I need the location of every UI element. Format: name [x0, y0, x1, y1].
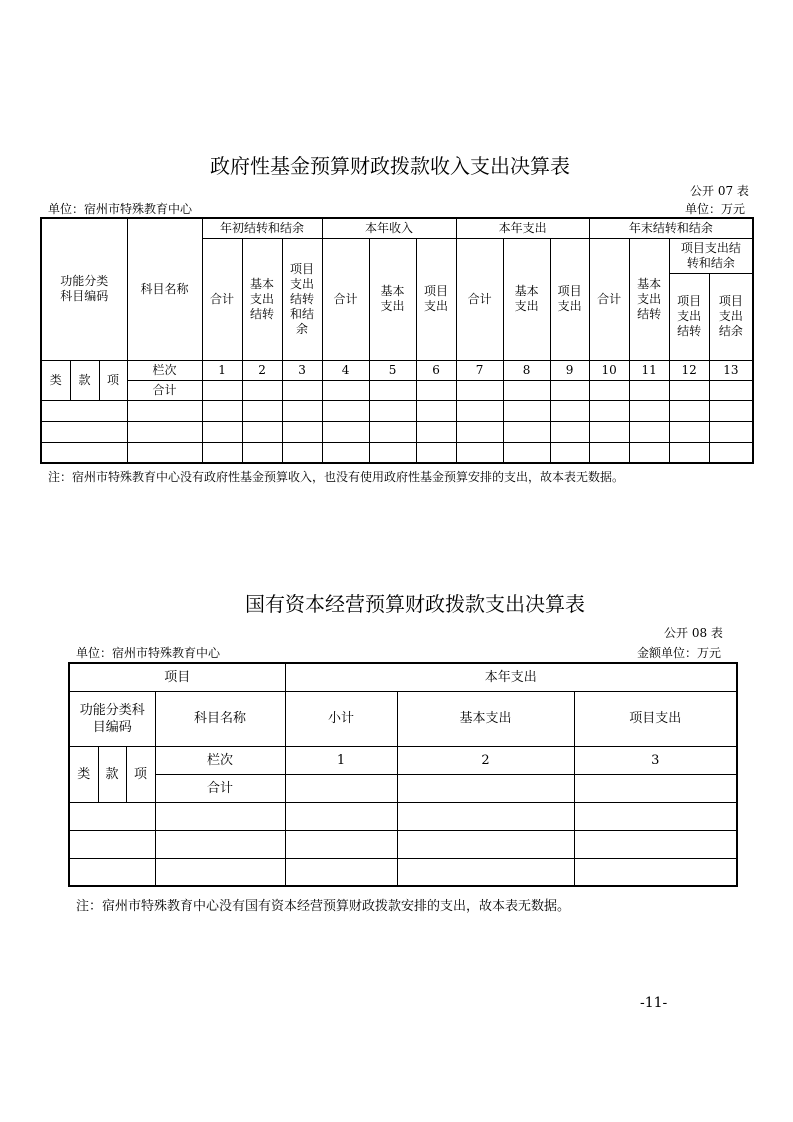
table1: [40, 217, 754, 464]
col-number: 3: [574, 746, 737, 774]
begin-total-header: 合计: [202, 238, 242, 360]
page-number: -11-: [640, 995, 668, 1011]
kuan-header: 款: [98, 746, 126, 802]
col-number: 11: [629, 360, 669, 380]
table-row: [69, 858, 737, 886]
begin-project-carry-header: 项目 支出 结转 和结 余: [282, 238, 322, 360]
table-row: [69, 802, 737, 830]
lei-header: 类: [69, 746, 98, 802]
col-number: 5: [369, 360, 416, 380]
total-row-label: 合计: [127, 380, 202, 400]
func-code-header: 功能分类科 目编码: [69, 691, 155, 746]
col-number: 7: [456, 360, 503, 380]
table2: [68, 662, 738, 887]
income-project-header: 项目 支出: [416, 238, 456, 360]
col-number: 2: [242, 360, 282, 380]
table-row: [41, 400, 753, 421]
expense-header: 本年支出: [456, 218, 589, 238]
income-total-header: 合计: [322, 238, 369, 360]
expense-total-header: 合计: [456, 238, 503, 360]
table1-unit-left: 单位：宿州市特殊教育中心: [48, 202, 193, 216]
table-row: [41, 442, 753, 463]
lanci-label: 栏次: [155, 746, 285, 774]
col-number: 2: [397, 746, 574, 774]
table1-title: 政府性基金预算财政拨款收入支出决算表: [210, 154, 570, 178]
table2-form-number: 公开 08 表: [664, 626, 723, 640]
subtotal-header: 小计: [285, 691, 397, 746]
col-number: 13: [709, 360, 753, 380]
xiang-header: 项: [126, 746, 155, 802]
table2-unit-left: 单位：宿州市特殊教育中心: [76, 646, 221, 660]
subject-name-header: 科目名称: [127, 218, 202, 360]
table2-title: 国有资本经营预算财政拨款支出决算表: [245, 592, 585, 616]
expense-project-header: 项目 支出: [550, 238, 589, 360]
end-total-header: 合计: [589, 238, 629, 360]
xiang-header: 项: [99, 360, 127, 400]
table2-unit-right: 金额单位：万元: [637, 646, 722, 660]
table-row: [69, 830, 737, 858]
table1-form-number: 公开 07 表: [690, 184, 749, 198]
col-number: 4: [322, 360, 369, 380]
table1-note: 注：宿州市特殊教育中心没有政府性基金预算收入，也没有使用政府性基金预算安排的支出，故本表无数据。: [48, 470, 625, 484]
table1-unit-right: 单位：万元: [685, 202, 746, 216]
kuan-header: 款: [70, 360, 99, 400]
col-number: 8: [503, 360, 550, 380]
project-expense-header: 项目支出: [574, 691, 737, 746]
income-basic-header: 基本 支出: [369, 238, 416, 360]
end-balance-header: 年末结转和结余: [589, 218, 753, 238]
lanci-label: 栏次: [127, 360, 202, 380]
end-project-balance-header: 项目 支出 结余: [709, 273, 753, 360]
table-row: [41, 421, 753, 442]
subject-name-header: 科目名称: [155, 691, 285, 746]
begin-basic-carry-header: 基本 支出 结转: [242, 238, 282, 360]
basic-expense-header: 基本支出: [397, 691, 574, 746]
col-number: 9: [550, 360, 589, 380]
col-number: 1: [285, 746, 397, 774]
func-code-header: 功能分类 科目编码: [41, 218, 127, 360]
col-number: 6: [416, 360, 456, 380]
begin-balance-header: 年初结转和结余: [202, 218, 322, 238]
col-number: 1: [202, 360, 242, 380]
table2-note: 注：宿州市特殊教育中心没有国有资本经营预算财政拨款安排的支出，故本表无数据。: [76, 899, 571, 914]
col-number: 10: [589, 360, 629, 380]
end-basic-carry-header: 基本 支出 结转: [629, 238, 669, 360]
end-project-header: 项目支出结 转和结余: [669, 238, 753, 273]
item-header: 项目: [69, 663, 285, 691]
col-number: 3: [282, 360, 322, 380]
end-project-carry-header: 项目 支出 结转: [669, 273, 709, 360]
year-expense-header: 本年支出: [285, 663, 737, 691]
col-number: 12: [669, 360, 709, 380]
expense-basic-header: 基本 支出: [503, 238, 550, 360]
total-row-label: 合计: [155, 774, 285, 802]
income-header: 本年收入: [322, 218, 456, 238]
lei-header: 类: [41, 360, 70, 400]
